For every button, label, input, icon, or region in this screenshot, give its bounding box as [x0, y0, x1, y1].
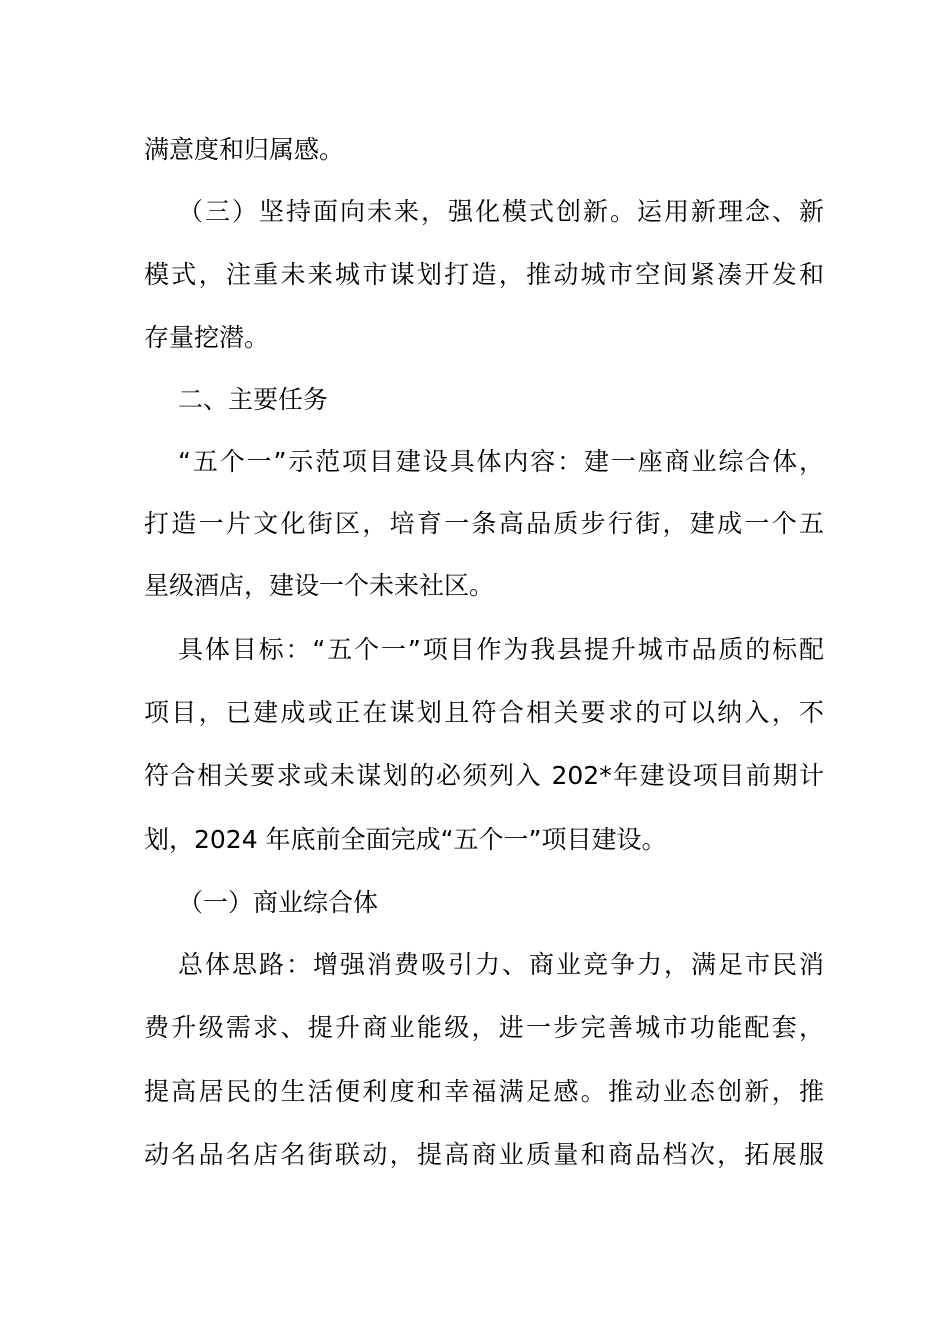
text-line-7: 打造一片文化街区，培育一条高品质步行街，建成一个五	[144, 509, 824, 538]
text-line-17: 动名品名店名街联动，提高商业质量和商品档次，拓展服	[144, 1140, 824, 1169]
text-line-2: （三）坚持面向未来，强化模式创新。运用新理念、新	[178, 197, 824, 226]
section-heading-main-tasks: 二、主要任务	[178, 385, 329, 414]
text-line-12: 划，2024 年底前全面完成“五个一”项目建设。	[144, 825, 667, 854]
text-line-3: 模式，注重未来城市谋划打造，推动城市空间紧凑开发和	[144, 260, 824, 289]
text-line-11: 符合相关要求或未谋划的必须列入 202*年建设项目前期计	[144, 761, 824, 790]
text-line-9: 具体目标：“五个一”项目作为我县提升城市品质的标配	[178, 635, 824, 664]
text-line-10: 项目，已建成或正在谋划且符合相关要求的可以纳入，不	[144, 698, 824, 727]
text-line-4: 存量挖潜。	[144, 323, 270, 352]
text-line-1: 满意度和归属感。	[144, 135, 345, 164]
text-line-6: “五个一”示范项目建设具体内容：建一座商业综合体，	[178, 447, 824, 476]
text-line-8: 星级酒店，建设一个未来社区。	[144, 571, 495, 600]
text-line-15: 费升级需求、提升商业能级，进一步完善城市功能配套，	[144, 1013, 824, 1042]
text-line-16: 提高居民的生活便利度和幸福满足感。推动业态创新，推	[144, 1077, 824, 1106]
text-line-14: 总体思路：增强消费吸引力、商业竞争力，满足市民消	[178, 950, 824, 979]
subsection-heading-commercial-complex: （一）商业综合体	[178, 888, 379, 917]
